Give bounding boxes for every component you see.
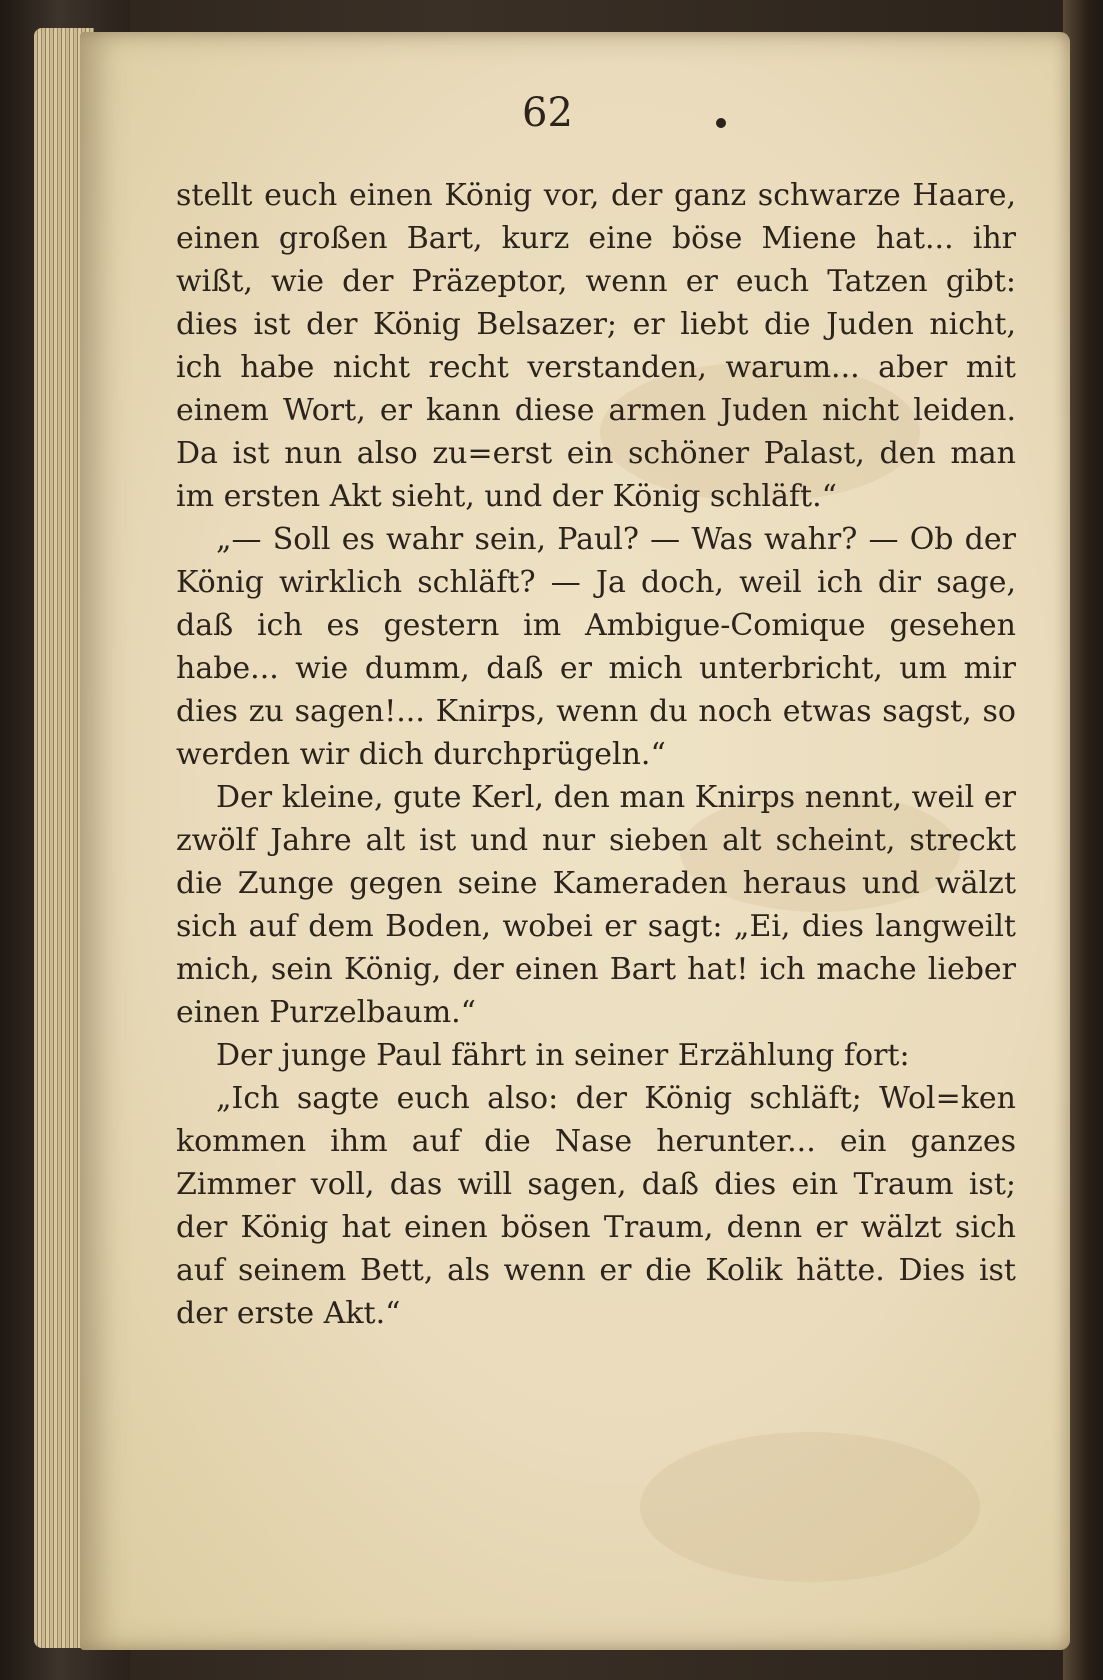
paragraph: Der kleine, gute Kerl, den man Knirps nennt, weil er zwölf Jahre alt ist und nur sieben alt scheint, streckt die Zunge gegen seine Kameraden heraus und wälzt sich auf dem Boden, wobei er sagt: „Ei, dies langweilt mich, sein König, der einen Bart hat! ich mache lieber einen Purzelbaum.“ [176, 780, 1016, 1030]
paper-stain [640, 1432, 980, 1582]
ink-dot [716, 118, 726, 128]
paragraph: „— Soll es wahr sein, Paul? — Was wahr? — Ob der König wirklich schläft? — Ja doch, weil ich dir sage, daß ich es gestern im Ambigue-Comique gesehen habe... wie dumm, daß er mich unterbricht, um mir dies zu sagen!... Knirps, wenn du noch etwas sagst, so werden wir dich durchprügeln.“ [176, 522, 1016, 772]
paragraph: stellt euch einen König vor, der ganz schwarze Haare, einen großen Bart, kurz eine böse Miene hat... ihr wißt, wie der Präzeptor, wenn er euch Tatzen gibt: dies ist der König Belsazer; er liebt die Juden nicht, ich habe nicht recht verstanden, warum... aber mit einem Wort, er kann diese armen Juden nicht leiden. Da ist nun also zu=erst ein schöner Palast, den man im ersten Akt sieht, und der König schläft.“ [176, 178, 1016, 514]
paragraph: „Ich sagte euch also: der König schläft; Wol=ken kommen ihm auf die Nase herunter... ein ganzes Zimmer voll, das will sagen, daß dies ein Traum ist; der König hat einen bösen Traum, denn er wälzt sich auf seinem Bett, als wenn er die Kolik hätte. Dies ist der erste Akt.“ [176, 1081, 1016, 1331]
paragraph: Der junge Paul fährt in seiner Erzählung fort: [216, 1038, 910, 1073]
page-number: 62 [522, 90, 573, 136]
page-text [176, 174, 1016, 1335]
